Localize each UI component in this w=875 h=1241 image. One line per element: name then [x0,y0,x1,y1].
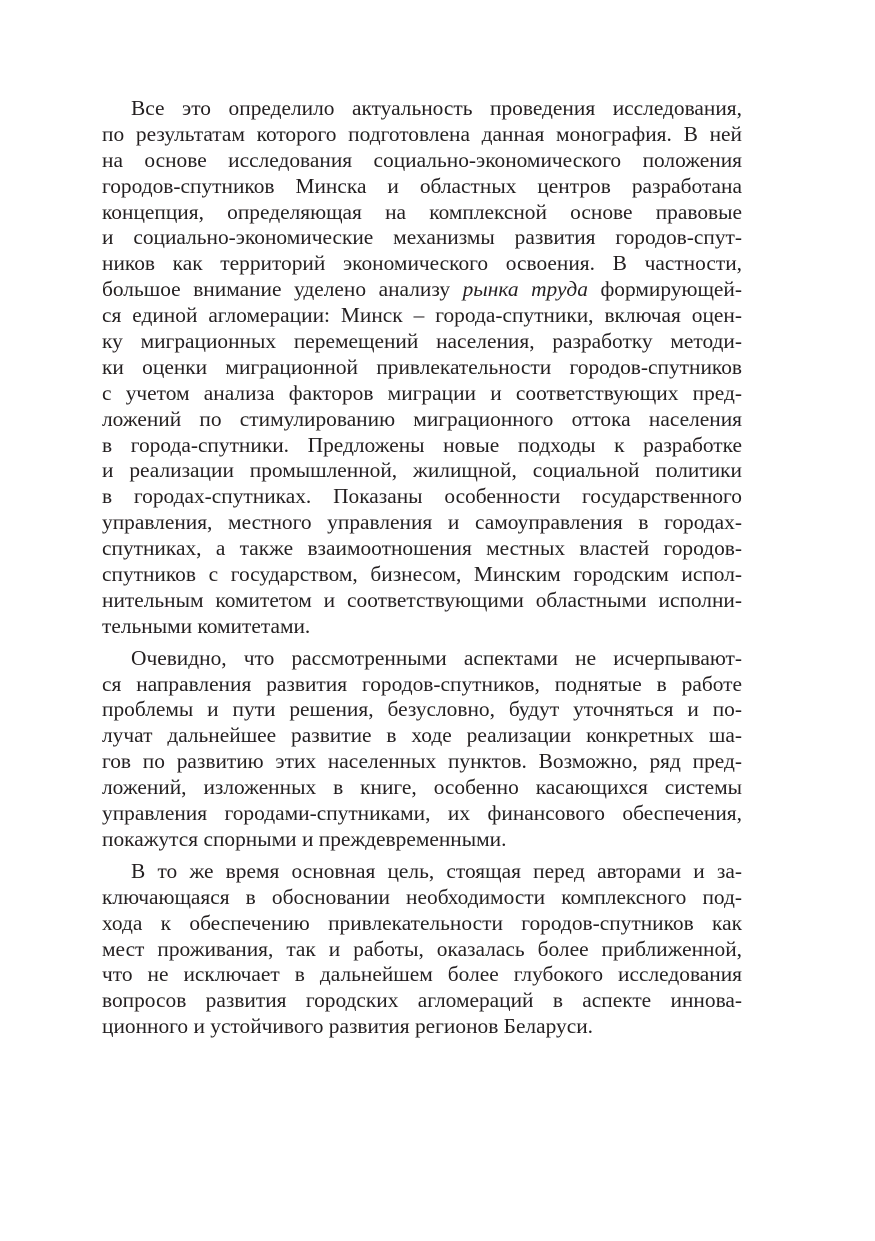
text-line: мест проживания, так и работы, оказалась более приближенной, [102,936,742,961]
text-line: покажутся спорными и преждевременными. [102,826,507,851]
paragraph-2 [102,646,742,853]
text-line: В то же время основная цель, стоящая перед авторами и за- [131,858,742,883]
text-line: хода к обеспечению привлекательности городов-спутников как [102,910,742,935]
text-line: на основе исследования социально-экономического положения [102,147,742,172]
text-line: ников как территорий экономического освоения. В частности, [102,251,742,276]
text-line: гов по развитию этих населенных пунктов. Возможно, ряд пред- [102,749,742,774]
text-line: по результатам которого подготовлена данная монография. В ней [102,121,742,146]
text-line: управления, местного управления и самоуправления в городах- [102,510,742,535]
text-line: проблемы и пути решения, безусловно, будут уточняться и по- [102,697,742,722]
text-line: Все это определило актуальность проведения исследования, [131,96,742,120]
document-page [102,96,742,1046]
text-line: вопросов развития городских агломераций в аспекте иннова- [102,988,742,1013]
text-segment: формирующей- [587,277,742,302]
paragraph-1 [102,96,742,640]
text-line: ся направления развития городов-спутников, поднятые в работе [102,671,742,696]
text-line: с учетом анализа факторов миграции и соответствующих пред- [102,380,742,405]
text-line: управления городами-спутниками, их финансового обеспечения, [102,801,742,826]
text-line: концепция, определяющая на комплексной основе правовые [102,199,742,224]
text-segment: большое внимание уделено анализу [102,277,463,302]
text-line: и социально-экономические механизмы развития городов-спут- [102,225,742,250]
text-line: нительным комитетом и соответствующими областными исполни- [102,587,742,612]
text-line: тельными комитетами. [102,613,311,638]
text-line: ся единой агломерации: Минск – города-спутники, включая оцен- [102,303,742,328]
text-line: ложений по стимулированию миграционного оттока населения [102,406,742,431]
text-line: ки оценки миграционной привлекательности городов-спутников [102,354,742,379]
text-line: ку миграционных перемещений населения, разработку методи- [102,329,742,354]
text-line: ционного и устойчивого развития регионов Беларуси. [102,1014,594,1039]
text-line: что не исключает в дальнейшем более глубокого исследования [102,962,742,987]
text-line: Очевидно, что рассмотренными аспектами не исчерпывают- [131,645,742,670]
paragraph-3 [102,859,742,1040]
text-line: лучат дальнейшее развитие в ходе реализации конкретных ша- [102,723,742,748]
text-line: городов-спутников Минска и областных центров разработана [102,173,742,198]
text-line: ложений, изложенных в книге, особенно касающихся системы [102,775,742,800]
text-line: в города-спутники. Предложены новые подходы к разработке [102,432,742,457]
text-line-with-emphasis [102,277,742,303]
text-line: спутников с государством, бизнесом, Минским городским испол- [102,562,742,587]
emphasized-term: рынка труда [462,277,588,302]
text-line: спутниках, а также взаимоотношения местных властей городов- [102,536,742,561]
text-line: и реализации промышленной, жилищной, социальной политики [102,458,742,483]
text-line: в городах-спутниках. Показаны особенности государственного [102,484,742,509]
text-line: ключающаяся в обосновании необходимости комплексного под- [102,884,742,909]
